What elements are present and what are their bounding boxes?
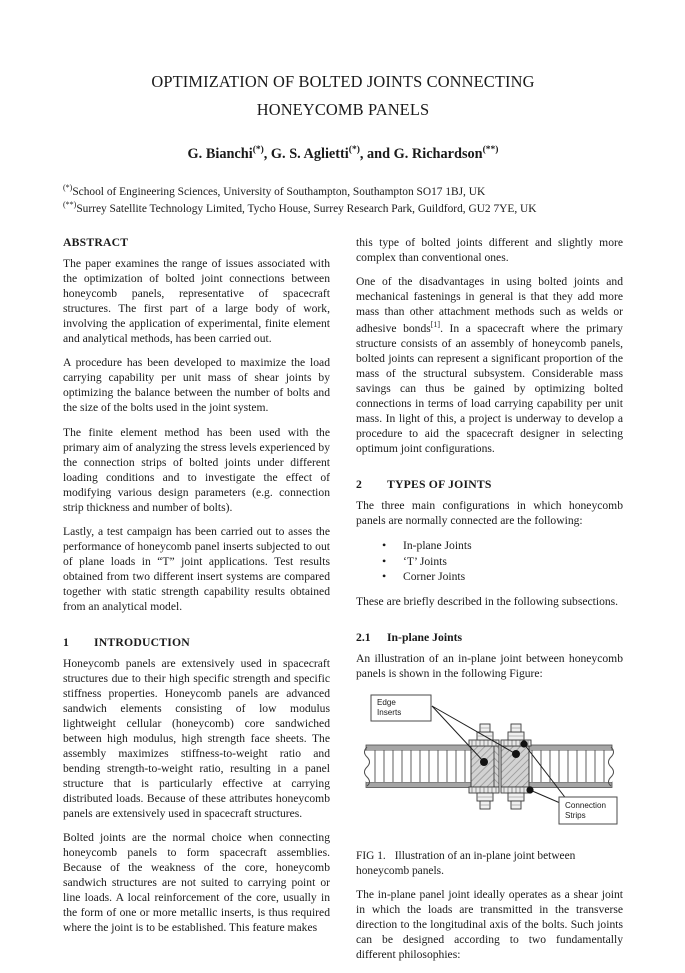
in-plane-joints-subheading (356, 631, 623, 644)
figure-1-caption-text: Illustration of an in-plane joint between honeycomb panels. (356, 849, 576, 877)
right-column (356, 236, 623, 973)
section-spacer-2 (356, 467, 623, 478)
types-of-joints-heading (356, 478, 623, 491)
label-connection-strips-line-1: Connection (565, 800, 606, 810)
label-box-connection-strips (559, 797, 617, 824)
types-paragraph-2: These are briefly described in the following subsections. (356, 595, 619, 609)
marker-dot-edge-insert-1 (480, 758, 488, 766)
page-title (63, 68, 623, 124)
figure-1-label: FIG 1. (356, 849, 386, 862)
edge-insert-left-inner (494, 746, 499, 787)
list-item: • ‘T’ Joints (403, 554, 623, 570)
bolt-top-right (508, 724, 524, 740)
types-of-joints-number: 2 (356, 477, 363, 491)
honeycomb-panel-right (524, 745, 612, 788)
affiliation-2 (63, 200, 623, 217)
honeycomb-panel-left (366, 745, 471, 788)
affiliation-2-mark: (**) (63, 200, 77, 210)
bolt-bottom-right (508, 793, 524, 809)
abstract-paragraph-4: Lastly, a test campaign has been carried out to asses the performance of honeycomb panel inserts subjected to out of plane loads in “T” joint applications. Test results obtained from two different insert systems are compared together with static strength capability results obtained from an analytical model. (63, 525, 330, 614)
author-list (63, 144, 623, 164)
left-column (63, 236, 330, 945)
marker-dot-connection-strip-2 (526, 786, 533, 793)
paper-header (63, 68, 623, 217)
affiliation-1-mark: (*) (63, 183, 73, 193)
introduction-continued-paragraph-1: this type of bolted joints different and slightly more complex than conventional ones. (356, 236, 623, 264)
title-line-2: HONEYCOMB PANELS (256, 100, 430, 120)
author-3: , and G. Richardson (359, 146, 483, 163)
introduction-continued-paragraph-2 (356, 275, 623, 457)
list-item: • Corner Joints (403, 569, 623, 585)
in-plane-joints-paragraph: An illustration of an in-plane joint between honeycomb panels is shown in the following Figure: (356, 651, 623, 680)
in-plane-joints-title: In-plane Joints (387, 630, 463, 644)
author-1: G. Bianchi (187, 146, 253, 163)
introduction-number: 1 (63, 635, 70, 649)
abstract-heading: ABSTRACT (63, 236, 129, 249)
intro-cont-text-b: . In a spacecraft where the primary structure consists of an assembly of honeycomb panels, bolted joints can represent a significant proportion of the mass of the structural subsystem. Considerable mass savings can thus be gained by optimizing bolted connections in terms of load carrying capability per unit mass. In light of this, a project is underway to develop a procedure to aid the spacecraft designer in selecting optimum joint configurations. (356, 322, 623, 456)
joint-types-list (356, 538, 623, 585)
types-paragraph-1: The three main configurations in which honeycomb panels are normally connected are the following: (356, 498, 623, 527)
section-spacer (63, 625, 330, 636)
figure-1-caption (356, 849, 623, 878)
introduction-paragraph-2: Bolted joints are the normal choice when connecting honeycomb panels to form spacecraft assemblies. Because of the weakness of the core, honeycomb sandwich structures are not suited to carrying point or line loads. A local reinforcement of the core, usually in the form of one or more metallic inserts, is thus required where the joint is to be established. This feature makes (63, 830, 330, 934)
author-1-affiliation-mark: (*) (252, 145, 264, 156)
author-2-affiliation-mark: (*) (348, 145, 360, 156)
section-spacer-3 (356, 620, 623, 631)
introduction-paragraph-1: Honeycomb panels are extensively used in spacecraft structures due to their high specific strength and specific stiffness properties. Honeycomb panels are advanced sandwich elements consisting of low modulus lightweight cellular (honeycomb) core sandwiched between high modulus, high strength face sheets. The assembly maximizes stiffness-to-weight ratio and bending strength-to-weight ratio, resulting in a panel structure that is particularly effective at carrying distributed loads. Because of these attributes honeycomb panels are extensively used in spacecraft structures. (63, 656, 330, 820)
author-3-affiliation-mark: (**) (482, 145, 499, 156)
abstract-paragraph-3: The finite element method has been used with the primary aim of analyzing the stress levels experienced by the connection strips of bolted joints under different loading conditions and to investigate the effect of modifying various design parameters (e.g. connection strip thickness and number of bolts). (63, 425, 330, 514)
marker-dot-edge-insert-2 (512, 750, 520, 758)
types-of-joints-title: TYPES OF JOINTS (387, 477, 492, 491)
label-edge-inserts-line-2: Inserts (377, 707, 402, 717)
label-box-edge-inserts (371, 695, 431, 721)
label-connection-strips-line-2: Strips (565, 810, 586, 820)
bolt-bottom-left (477, 793, 493, 809)
in-plane-joints-number: 2.1 (356, 630, 371, 644)
intro-cont-text-a: One of the disadvantages in using bolted joints and mechanical fastenings in general is that they add more mass than other attachment methods such as welds or adhesive bonds (356, 275, 623, 336)
list-item: • In-plane Joints (403, 538, 623, 554)
label-edge-inserts-line-1: Edge (377, 697, 396, 707)
affiliations (63, 183, 623, 216)
after-figure-paragraph: The in-plane panel joint ideally operates as a shear joint in which the loads are transmitted in the transverse direction to the longitudinal axis of the bolts. Such joints can be designed according to two fundamentally different philosophies: (356, 888, 623, 962)
marker-dot-connection-strip-1 (520, 740, 527, 747)
introduction-title: INTRODUCTION (94, 635, 190, 649)
figure-1 (356, 691, 623, 841)
affiliation-1 (63, 183, 623, 200)
affiliation-2-text: Surrey Satellite Technology Limited, Tycho House, Surrey Research Park, Guildford, GU2 7YE, UK (76, 202, 537, 215)
body-columns (63, 236, 623, 962)
citation-reference-1: [1] (430, 320, 441, 330)
abstract-paragraph-2: A procedure has been developed to maximize the load carrying capability per unit mass of shear joints by optimizing the balance between the number of bolts and the size of the bolts used in the joint system. (63, 356, 330, 415)
affiliation-1-text: School of Engineering Sciences, University of Southampton, Southampton SO17 1BJ, UK (72, 186, 486, 199)
abstract-paragraph-1: The paper examines the range of issues associated with the optimization of bolted joint connections between honeycomb panels, representative of spacecraft structures. The first part of a large body of work, involving the application of experimental, finite element and analytical methods, has been carried out. (63, 257, 330, 345)
title-line-1: OPTIMIZATION OF BOLTED JOINTS CONNECTING (151, 72, 535, 91)
introduction-heading (63, 636, 330, 649)
connection-strip-bottom (469, 787, 531, 793)
author-2: , G. S. Aglietti (263, 146, 349, 163)
bolt-top-left (477, 724, 493, 740)
